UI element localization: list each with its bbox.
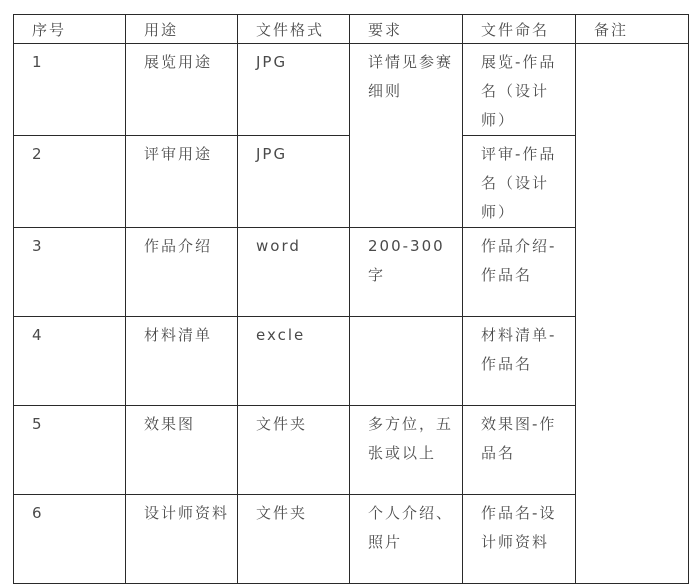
header-cell-use: 用途 xyxy=(126,15,238,44)
cell-no: 4 xyxy=(14,317,126,406)
requirements-table xyxy=(13,14,689,584)
cell-naming: 作品介绍-作品名 xyxy=(463,228,576,317)
cell-no: 5 xyxy=(14,406,126,495)
header-cell-format: 文件格式 xyxy=(238,15,350,44)
cell-naming: 展览-作品名（设计师） xyxy=(463,44,576,136)
cell-requirement xyxy=(350,317,463,406)
cell-use: 材料清单 xyxy=(126,317,238,406)
cell-use: 展览用途 xyxy=(126,44,238,136)
cell-requirement: 200-300字 xyxy=(350,228,463,317)
cell-requirement: 详情见参赛细则 xyxy=(350,44,463,228)
header-row xyxy=(14,15,689,44)
cell-naming: 材料清单-作品名 xyxy=(463,317,576,406)
cell-no: 3 xyxy=(14,228,126,317)
cell-no: 1 xyxy=(14,44,126,136)
header-cell-naming: 文件命名 xyxy=(463,15,576,44)
cell-no: 6 xyxy=(14,495,126,584)
cell-format: JPG xyxy=(238,136,350,228)
cell-use: 设计师资料 xyxy=(126,495,238,584)
cell-format: 文件夹 xyxy=(238,495,350,584)
cell-no: 2 xyxy=(14,136,126,228)
cell-use: 作品介绍 xyxy=(126,228,238,317)
cell-naming: 效果图-作品名 xyxy=(463,406,576,495)
cell-requirement: 多方位，五张或以上 xyxy=(350,406,463,495)
cell-format: excle xyxy=(238,317,350,406)
cell-format: JPG xyxy=(238,44,350,136)
header-cell-remarks: 备注 xyxy=(576,15,689,44)
cell-naming: 作品名-设计师资料 xyxy=(463,495,576,584)
cell-use: 评审用途 xyxy=(126,136,238,228)
cell-use: 效果图 xyxy=(126,406,238,495)
cell-naming: 评审-作品名（设计师） xyxy=(463,136,576,228)
cell-format: 文件夹 xyxy=(238,406,350,495)
cell-requirement: 个人介绍、照片 xyxy=(350,495,463,584)
cell-remarks xyxy=(576,44,689,584)
cell-format: word xyxy=(238,228,350,317)
header-cell-requirement: 要求 xyxy=(350,15,463,44)
table-row xyxy=(14,44,689,136)
header-cell-no: 序号 xyxy=(14,15,126,44)
